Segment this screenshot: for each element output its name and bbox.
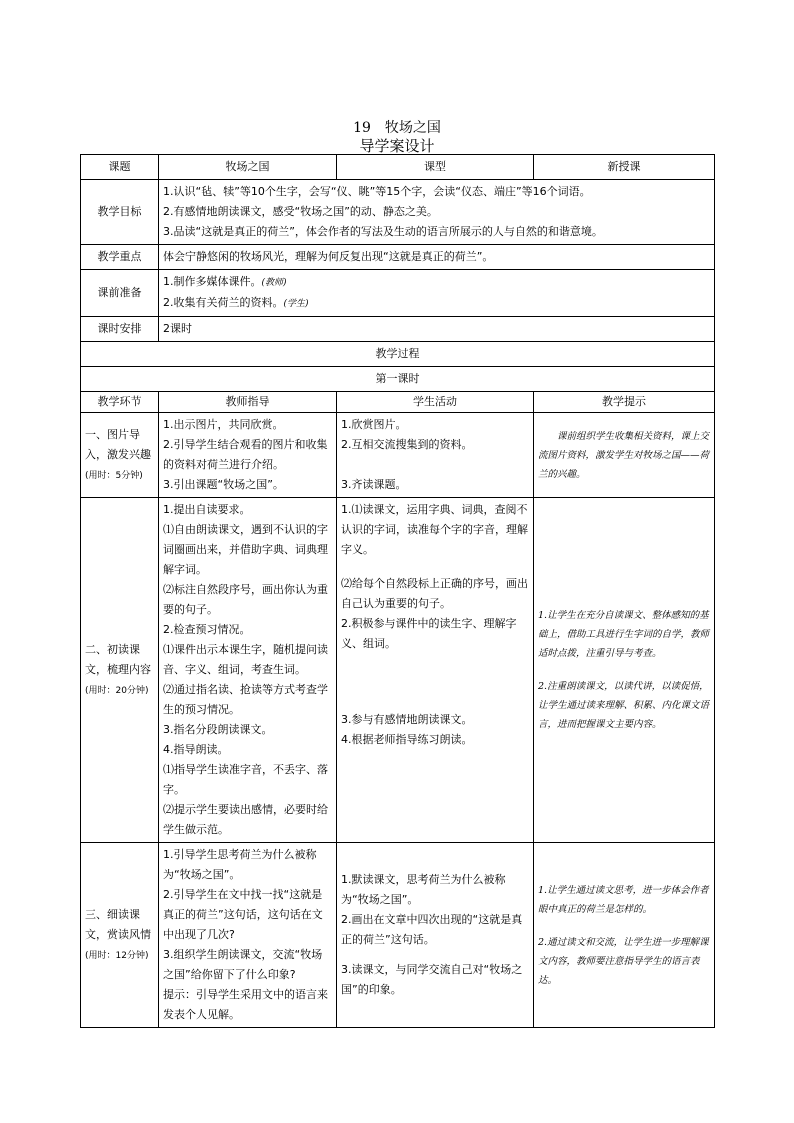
column-header: 教师指导 (159, 392, 337, 413)
prep-row (81, 270, 715, 317)
stage-row-3 (81, 843, 715, 1028)
topic-label: 课题 (81, 155, 159, 180)
stage-time: (用时：12分钟) (85, 950, 149, 961)
topic-value: 牧场之国 (159, 155, 337, 180)
document-subtitle: 导学案设计 (359, 137, 435, 155)
stage-name-cell: 二、初读课文，梳理内容(用时：20分钟) (81, 498, 159, 843)
student-activity-cell: 1.⑴读课文，运用字典、词典，查阅不认识的字词，读准每个字的字音，理解字义。 ⑵给每个自然段标上正确的序号，画出自己认为重要的句子。 2.积极参与课件中的读生字、理解字义、组词。 3.参与有感情地朗读课文。 4.根据老师指导练习朗读。 (337, 498, 534, 843)
goal-item: 2.有感情地朗读课文，感受“牧场之国”的动、静态之美。 (163, 205, 438, 218)
handwritten-note: (学生) (283, 299, 309, 309)
teaching-tip-cell: 课前组织学生收集相关资料，课上交流图片资料，激发学生对牧场之国——荷兰的兴趣。 (534, 413, 715, 498)
goals-row (81, 180, 715, 245)
column-header: 教学环节 (81, 392, 159, 413)
teaching-tip-cell: 1.让学生在充分自读课文、整体感知的基础上，借助工具进行生字词的自学，教师适时点拨，注重引导与考查。 2.注重朗读课文，以读代讲，以读促悟，让学生通过读来理解、积累、内化课文语言，进而把握课文主要内容。 (534, 498, 715, 843)
teacher-guidance-cell: 1.引导学生思考荷兰为什么被称为“牧场之国”。 2.引导学生在文中找一找“这就是真正的荷兰”这句话，这句话在文中出现了几次? 3.组织学生朗读课文，交流“牧场之国”给你留下了什么印象? 提示：引导学生采用文中的语言来发表个人见解。 (159, 843, 337, 1028)
student-activity-cell: 1.默读课文，思考荷兰为什么被称为“牧场之国”。 2.画出在文章中四次出现的“这就是真正的荷兰”这句话。 3.读课文，与同学交流自己对“牧场之国”的印象。 (337, 843, 534, 1028)
goals-label: 教学目标 (81, 180, 159, 245)
type-label: 课型 (337, 155, 534, 180)
teacher-guidance-cell: 1.提出自读要求。 ⑴自由朗读课文，遇到不认识的字词圈画出来，并借助字典、词典理解字词。 ⑵标注自然段序号，画出你认为重要的句子。 2.检查预习情况。 ⑴课件出示本课生字，随机提问读音、字义、组词，考查生词。 ⑵通过指名读、抢读等方式考查学生的预习情况。 3.指名分段朗读课文。 4.指导朗读。 ⑴指导学生读准字音，不丢字、落字。 ⑵提示学生要读出感情，必要时给学生做示范。 (159, 498, 337, 843)
teaching-tip-cell: 1.让学生通过读文思考，进一步体会作者眼中真正的荷兰是怎样的。 2.通过读文和交流，让学生进一步理解课文内容，教师要注意指导学生的语言表达。 (534, 843, 715, 1028)
stage-row-2 (81, 498, 715, 843)
process-header-row (81, 342, 715, 367)
column-header: 教学提示 (534, 392, 715, 413)
lesson-title: 19 牧场之国 (353, 120, 441, 136)
column-header: 学生活动 (337, 392, 534, 413)
goals-cell (159, 180, 715, 245)
stage-time: (用时：5分钟) (85, 470, 143, 481)
hours-row (81, 317, 715, 342)
lesson-plan-table (80, 154, 715, 1028)
key-label: 教学重点 (81, 245, 159, 270)
prep-cell (159, 270, 715, 317)
key-row (81, 245, 715, 270)
stage-name-cell: 一、图片导入，激发兴趣(用时：5分钟) (81, 413, 159, 498)
prep-item: 2.收集有关荷兰的资料。(学生) (163, 296, 309, 309)
stage-time: (用时：20分钟) (85, 685, 149, 696)
goal-item: 1.认识“毡、犊”等10个生字，会写“仪、眺”等15个字，会读“仪态、端庄”等16个词语。 (163, 185, 591, 198)
goal-item: 3.品读“这就是真正的荷兰”，体会作者的写法及生动的语言所展示的人与自然的和谐意境。 (163, 225, 603, 238)
teacher-guidance-cell: 1.出示图片，共同欣赏。 2.引导学生结合观看的图片和收集的资料对荷兰进行介绍。 3.引出课题“牧场之国”。 (159, 413, 337, 498)
process-label: 教学过程 (81, 342, 715, 367)
prep-label: 课前准备 (81, 270, 159, 317)
stage-row-1 (81, 413, 715, 498)
hours-label: 课时安排 (81, 317, 159, 342)
handwritten-note: (教师) (261, 278, 287, 288)
session-label: 第一课时 (81, 367, 715, 392)
session-header-row (81, 367, 715, 392)
column-header-row (81, 392, 715, 413)
type-value: 新授课 (534, 155, 715, 180)
prep-item: 1.制作多媒体课件。(教师) (163, 275, 287, 288)
stage-name-cell: 三、细读课文，赏读风情(用时：12分钟) (81, 843, 159, 1028)
key-value: 体会宁静悠闲的牧场风光，理解为何反复出现“这就是真正的荷兰”。 (159, 245, 715, 270)
student-activity-cell: 1.欣赏图片。 2.互相交流搜集到的资料。 3.齐读课题。 (337, 413, 534, 498)
topic-row (81, 155, 715, 180)
hours-value: 2课时 (159, 317, 715, 342)
